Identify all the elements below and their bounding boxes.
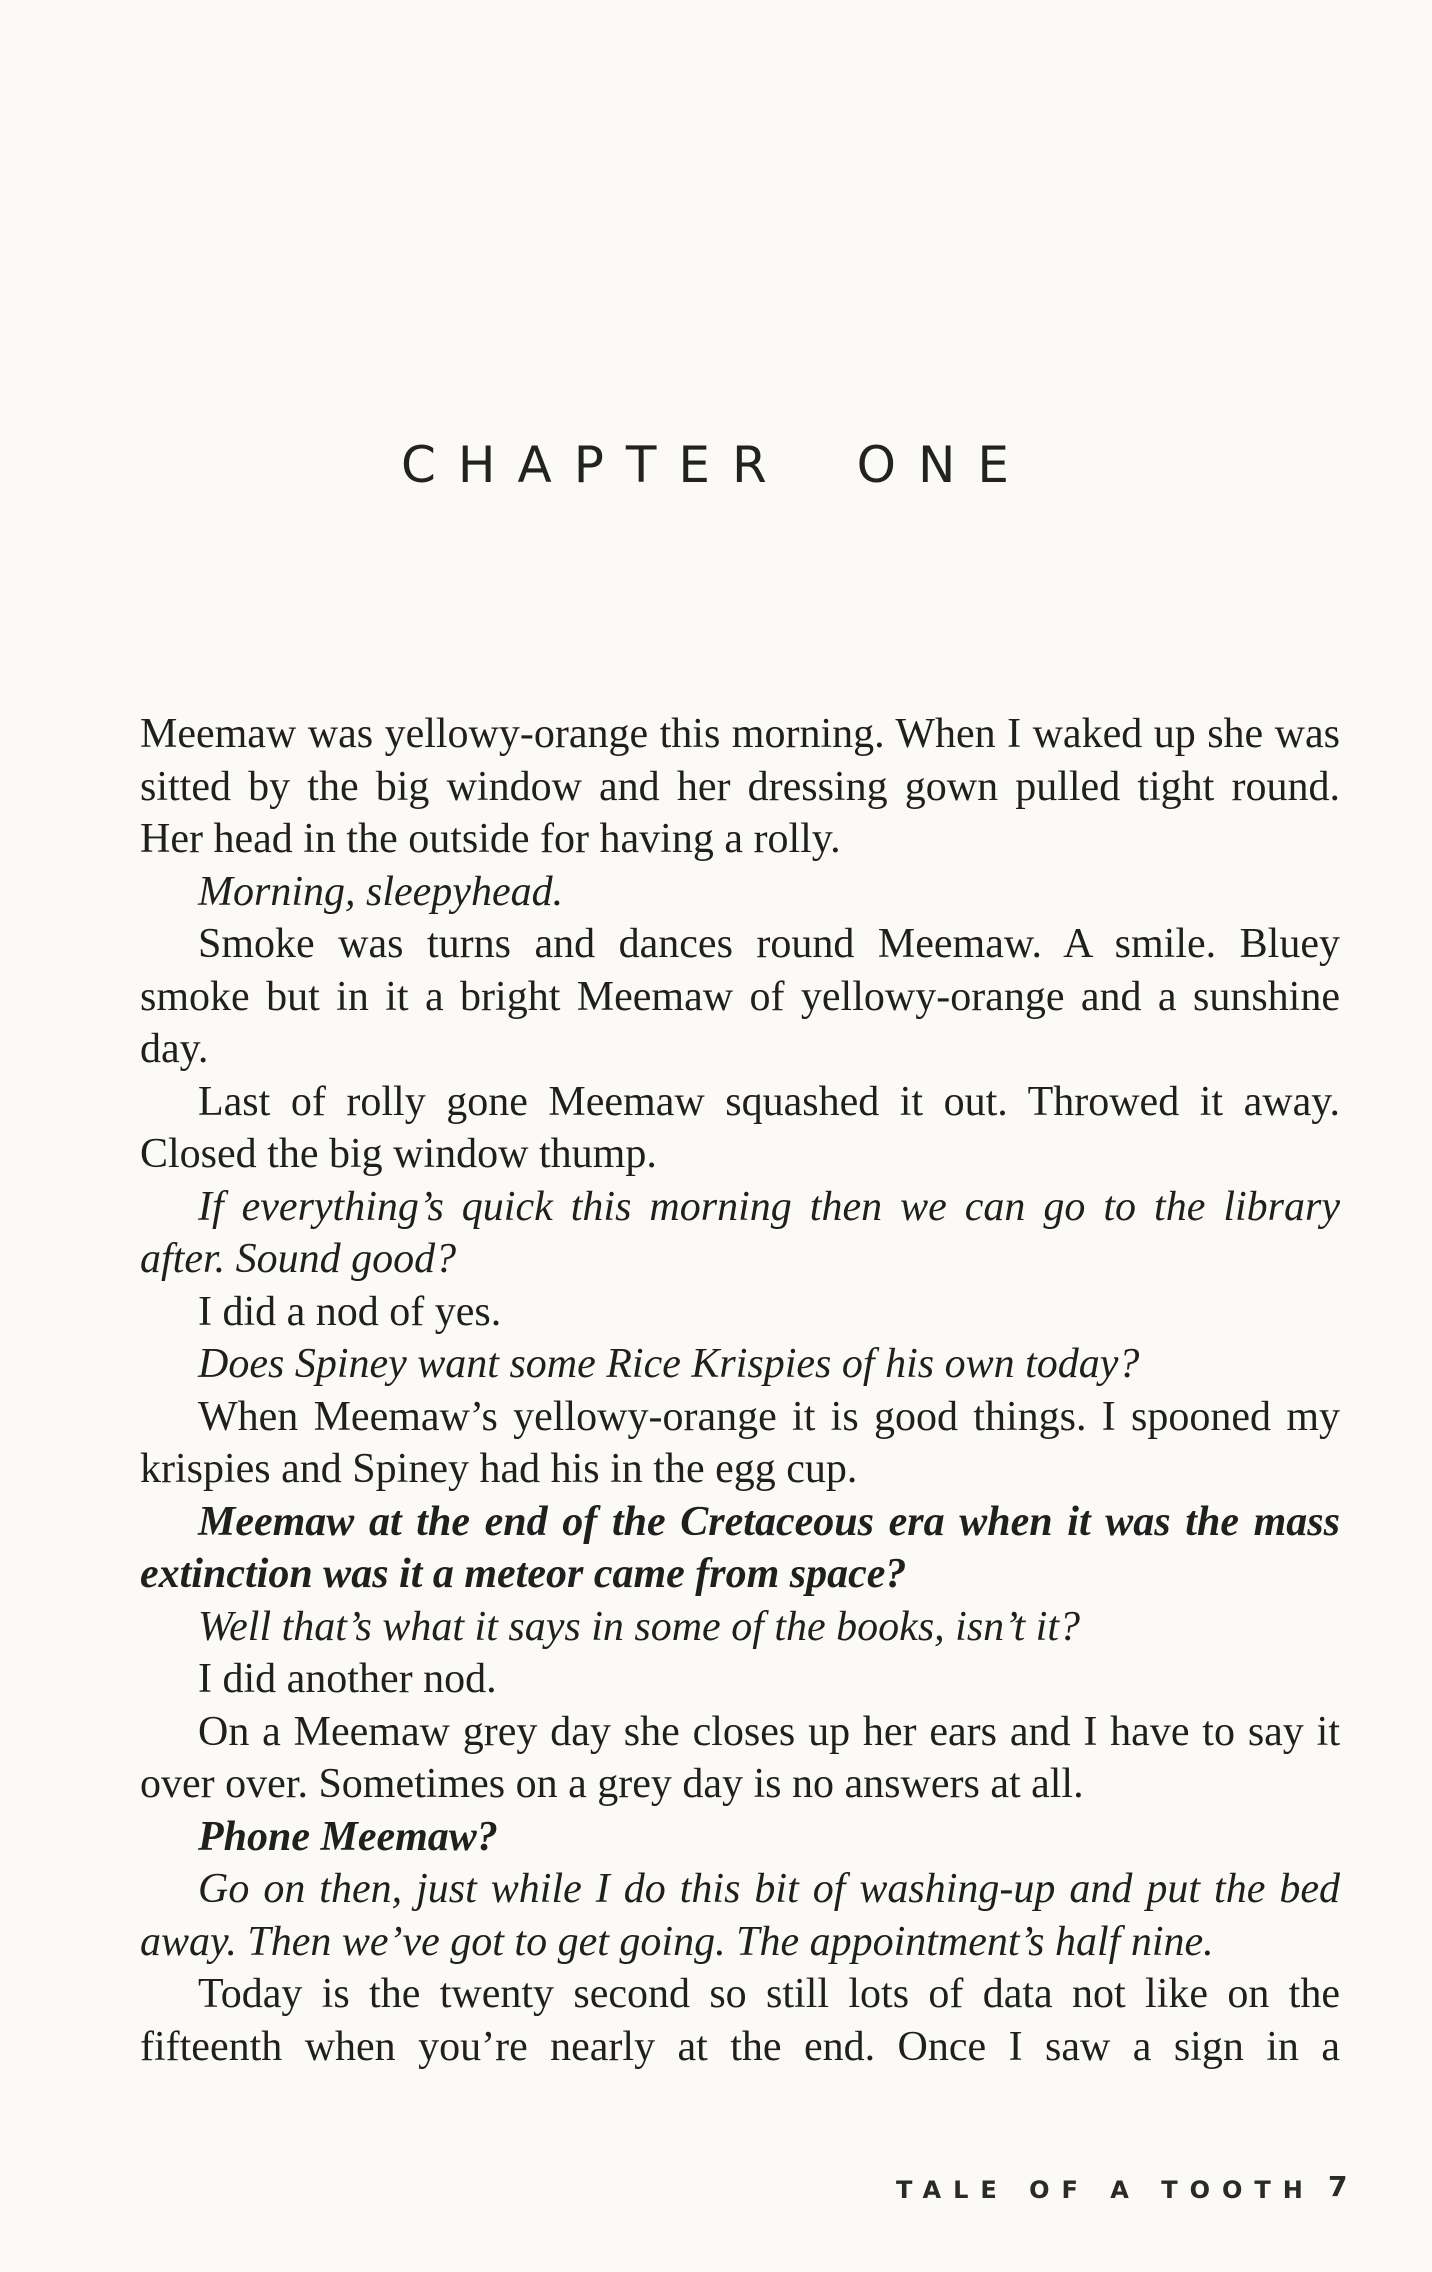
paragraph: Well that’s what it says in some of the books, isn’t it? (198, 1603, 1081, 1650)
paragraph: Meemaw at the end of the Cretaceous era when it was the mass extinction was it a meteor came from space? (140, 1498, 1340, 1597)
paragraph: Phone Meemaw? (198, 1813, 498, 1860)
paragraph: Go on then, just while I do this bit of washing-up and put the bed away. Then we’ve got to get going. The appointment’s half nine. (140, 1866, 1340, 1965)
chapter-heading: CHAPTER ONE (401, 436, 1031, 494)
paragraph: Smoke was turns and dances round Meemaw. A smile. Bluey smoke but in it a bright Meemaw of yellowy-orange and a sunshine day. (140, 921, 1340, 1072)
paragraph: Meemaw was yellowy-orange this morning. When I waked up she was sitted by the big window and her dressing gown pulled tight round. Her head in the outside for having a rolly. (140, 711, 1340, 862)
running-footer-title: TALE OF A TOOTH (896, 2176, 1315, 2204)
paragraph: On a Meemaw grey day she closes up her ears and I have to say it over over. Sometimes on a grey day is no answers at all. (140, 1708, 1340, 1807)
paragraph: Morning, sleepyhead. (198, 868, 564, 915)
paragraph: Last of rolly gone Meemaw squashed it out. Throwed it away. Closed the big window thump. (140, 1078, 1340, 1177)
paragraph: If everything’s quick this morning then we can go to the library after. Sound good? (140, 1183, 1340, 1282)
paragraph: I did a nod of yes. (198, 1288, 502, 1335)
paragraph: I did another nod. (198, 1656, 497, 1702)
body-text (140, 708, 1340, 2073)
paragraph: Today is the twenty second so still lots of data not like on the fifteenth when you’re nearly at the end. Once I saw a sign in a (140, 1971, 1340, 2070)
page-number: 7 (1328, 2170, 1348, 2203)
paragraph: Does Spiney want some Rice Krispies of his own today? (198, 1341, 1140, 1387)
paragraph: When Meemaw’s yellowy-orange it is good things. I spooned my krispies and Spiney had his in the egg cup. (140, 1393, 1340, 1492)
